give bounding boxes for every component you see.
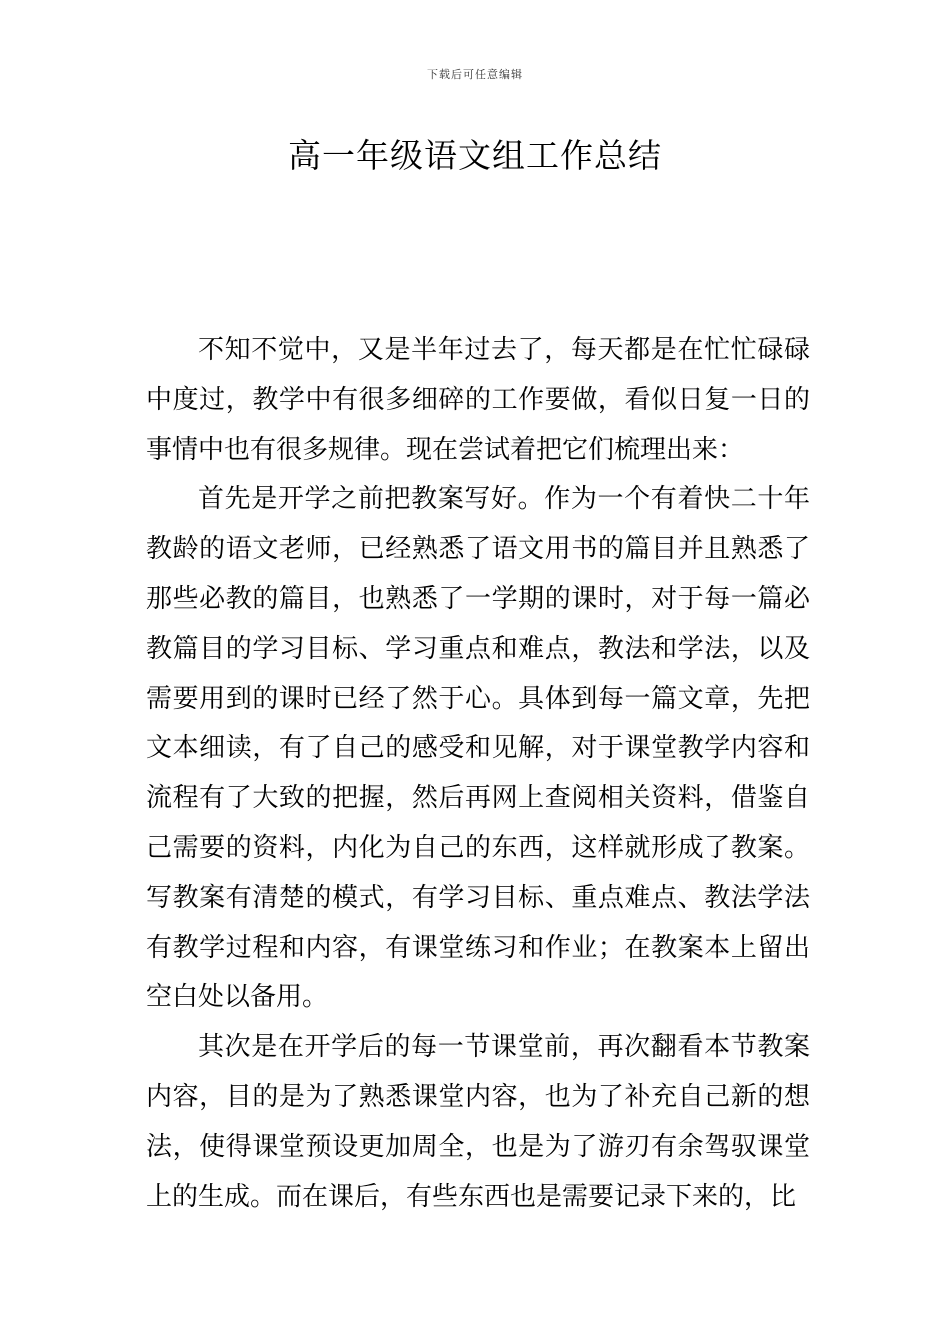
- header-note: 下载后可任意编辑: [427, 68, 523, 81]
- document-body: [146, 326, 810, 1222]
- paragraph-3: 其次是在开学后的每一节课堂前，再次翻看本节教案内容，目的是为了熟悉课堂内容，也为了补充自己新的想法，使得课堂预设更加周全，也是为了游刃有余驾驭课堂上的生成。而在课后，有些东西也是需要记录下来的，比: [146, 1032, 810, 1212]
- document-title: 高一年级语文组工作总结: [288, 136, 662, 175]
- paragraph-1: 不知不觉中，又是半年过去了，每天都是在忙忙碌碌中度过，教学中有很多细碎的工作要做，看似日复一日的事情中也有很多规律。现在尝试着把它们梳理出来：: [146, 335, 810, 465]
- paragraph-2: 首先是开学之前把教案写好。作为一个有着快二十年教龄的语文老师，已经熟悉了语文用书的篇目并且熟悉了那些必教的篇目，也熟悉了一学期的课时，对于每一篇必教篇目的学习目标、学习重点和难点，教法和学法，以及需要用到的课时已经了然于心。具体到每一篇文章，先把文本细读，有了自己的感受和见解，对于课堂教学内容和流程有了大致的把握，然后再网上查阅相关资料，借鉴自己需要的资料，内化为自己的东西，这样就形成了教案。写教案有清楚的模式，有学习目标、重点难点、教法学法有教学过程和内容，有课堂练习和作业；在教案本上留出空白处以备用。: [146, 484, 810, 1013]
